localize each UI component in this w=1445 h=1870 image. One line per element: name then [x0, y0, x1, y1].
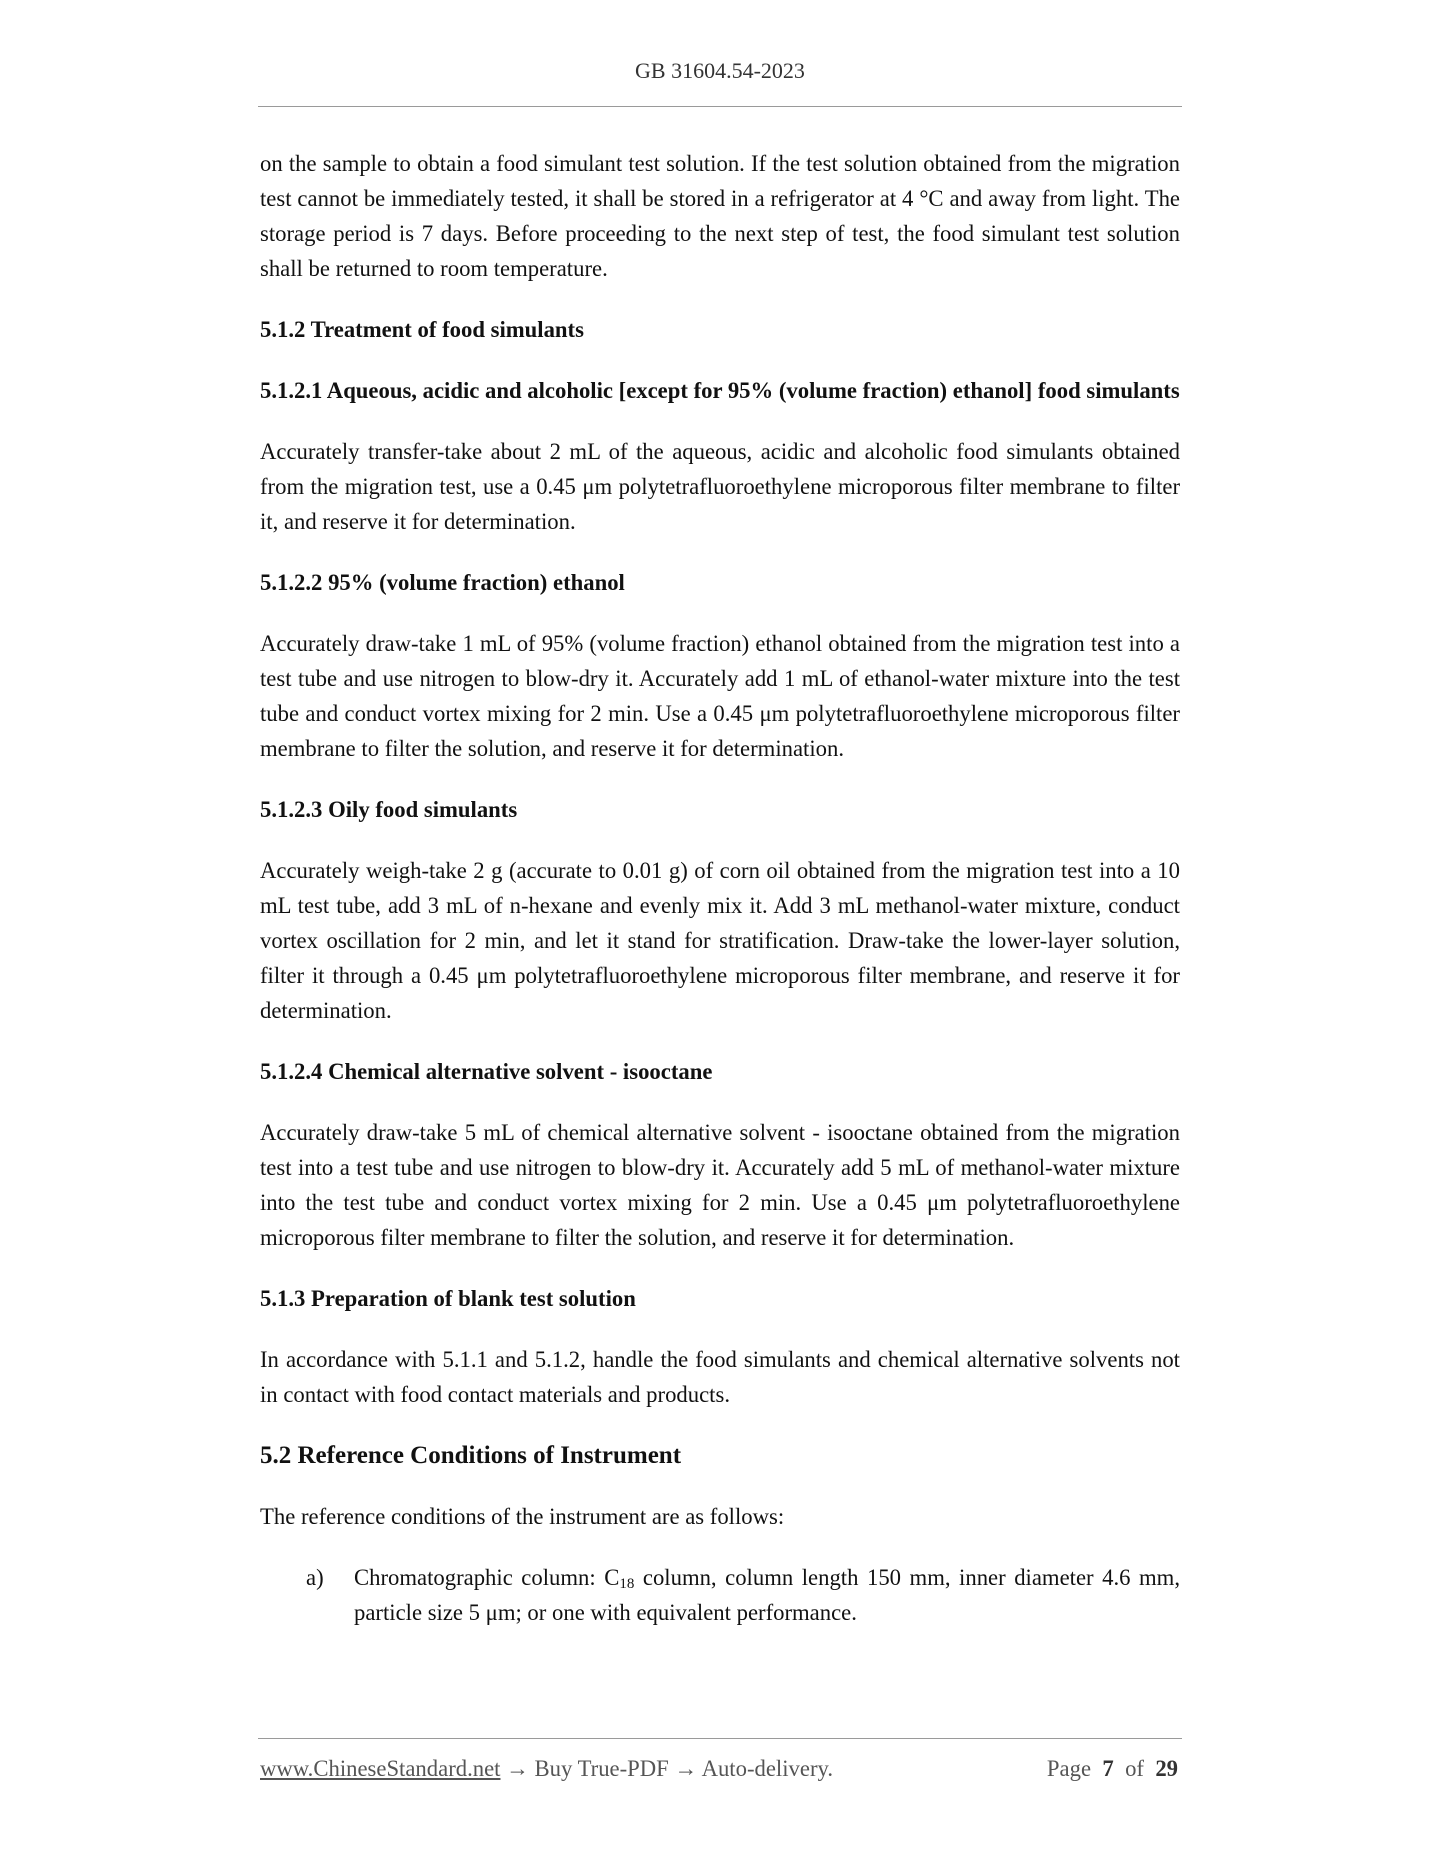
list-item-a: [260, 1560, 1180, 1630]
paragraph-5-1-2-4: Accurately draw-take 5 mL of chemical alternative solvent - isooctane obtained from the migration test into a test tube and use nitrogen to blow-dry it. Accurately add 5 mL of methanol-water mixture into the test tube and conduct vortex mixing for 2 min. Use a 0.45 μm polytetrafluoroethylene microporous filter membrane to filter the solution, and reserve it for determination.: [260, 1120, 1180, 1250]
heading-5-1-2-2: 5.1.2.2 95% (volume fraction) ethanol: [260, 570, 625, 595]
page-word: Page: [1046, 1756, 1092, 1781]
footer-left: [260, 1756, 833, 1782]
page-indicator: [1047, 1756, 1178, 1782]
paragraph-5-1-2-1: Accurately transfer-take about 2 mL of the aqueous, acidic and alcoholic food simulants obtained from the migration test, use a 0.45 μm polytetrafluoroethylene microporous filter membrane to filter it, and reserve it for determination.: [260, 439, 1180, 534]
footer-promo: → Buy True-PDF → Auto-delivery.: [500, 1756, 834, 1781]
heading-5-2: 5.2 Reference Conditions of Instrument: [260, 1442, 682, 1469]
site-link[interactable]: www.ChineseStandard.net: [260, 1756, 501, 1781]
paragraph-5-2: The reference conditions of the instrument are as follows:: [260, 1504, 785, 1529]
page-footer: [260, 1756, 1178, 1782]
page-content: [260, 146, 1180, 1630]
paragraph-continuation: on the sample to obtain a food simulant test solution. If the test solution obtained from the migration test cannot be immediately tested, it shall be stored in a refrigerator at 4 °C and away from light. The storage period is 7 days. Before proceeding to the next step of test, the food simulant test solution shall be returned to room temperature.: [260, 151, 1180, 281]
heading-5-1-2-4: 5.1.2.4 Chemical alternative solvent - isooctane: [260, 1059, 713, 1084]
page-total: 29: [1155, 1756, 1178, 1781]
header-divider: [258, 106, 1182, 107]
item-subscript: 18: [619, 1576, 635, 1592]
heading-5-1-2: 5.1.2 Treatment of food simulants: [260, 317, 584, 342]
item-prefix: Chromatographic column: C: [354, 1565, 620, 1590]
page-number: 7: [1102, 1756, 1114, 1781]
document-header: GB 31604.54-2023: [635, 58, 805, 83]
of-word: of: [1125, 1756, 1144, 1781]
paragraph-5-1-2-2: Accurately draw-take 1 mL of 95% (volume fraction) ethanol obtained from the migration test into a test tube and use nitrogen to blow-dry it. Accurately add 1 mL of ethanol-water mixture into the test tube and conduct vortex mixing for 2 min. Use a 0.45 μm polytetrafluoroethylene microporous filter membrane to filter the solution, and reserve it for determination.: [260, 631, 1180, 761]
heading-5-1-2-1: 5.1.2.1 Aqueous, acidic and alcoholic [except for 95% (volume fraction) ethanol] food simulants: [260, 378, 1180, 403]
heading-5-1-3: 5.1.3 Preparation of blank test solution: [260, 1286, 636, 1311]
footer-divider: [258, 1738, 1182, 1739]
list-item-text: [354, 1560, 1180, 1630]
paragraph-5-1-2-3: Accurately weigh-take 2 g (accurate to 0.01 g) of corn oil obtained from the migration test into a 10 mL test tube, add 3 mL of n-hexane and evenly mix it. Add 3 mL methanol-water mixture, conduct vortex oscillation for 2 min, and let it stand for stratification. Draw-take the lower-layer solution, filter it through a 0.45 μm polytetrafluoroethylene microporous filter membrane, and reserve it for determination.: [260, 858, 1180, 1023]
item-suffix: column, column length 150 mm, inner diameter 4.6 mm, particle size 5 μm; or one with equivalent performance.: [354, 1565, 1180, 1625]
heading-5-1-2-3: 5.1.2.3 Oily food simulants: [260, 797, 518, 822]
paragraph-5-1-3: In accordance with 5.1.1 and 5.1.2, handle the food simulants and chemical alternative solvents not in contact with food contact materials and products.: [260, 1347, 1180, 1407]
list-item-label: a): [306, 1565, 324, 1590]
